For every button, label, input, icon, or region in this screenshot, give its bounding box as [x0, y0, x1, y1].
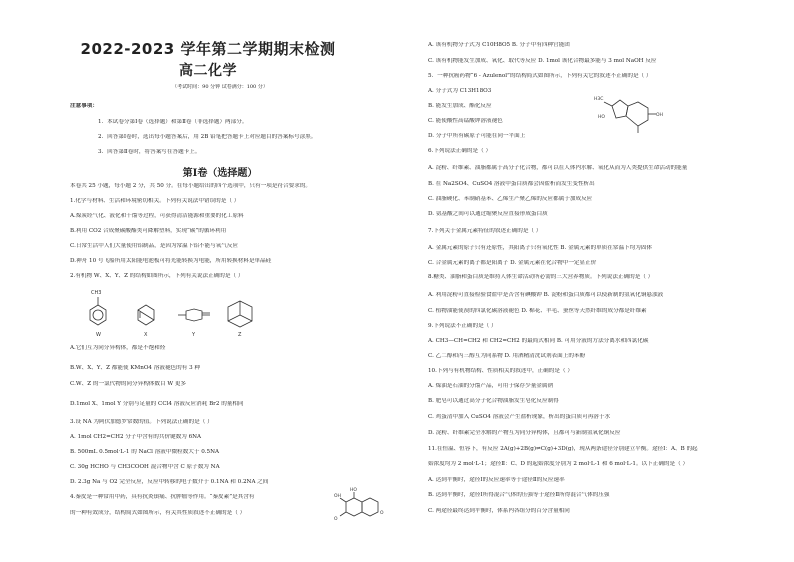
left-line: A.煤炭经气化、液化和干馏等过程，可获得清洁能源和重要的化工原料	[70, 213, 244, 219]
right-line: A. CH3—CH=CH2 和 CH2=CH2 的最简式相同 B. 可用分液的方法分离水和四氯化碳	[428, 338, 649, 344]
right-line: C. 植物油能使溴的四氯化碳溶液褪色 D. 棉花、羊毛、蚕丝等天然纤维的成分都是纤维素	[428, 308, 647, 314]
q5-structure-figure	[592, 88, 672, 138]
right-line: C. 鸡蛋清中加入 CuSO4 溶液会产生盐析现象，析出的蛋白质可再溶于水	[428, 414, 611, 420]
left-line: D.1mol X、1mol Y 分别与足量的 CCl4 溶液反应消耗 Br2 的量相同	[70, 401, 244, 407]
structure-z-label: Z	[238, 332, 242, 338]
structure-z	[228, 301, 252, 327]
right-line: C. 两途径最终达到平衡时，体系内各组分的百分含量相同	[428, 508, 570, 514]
q5-atom-ho: HO	[598, 115, 605, 120]
structure-y	[178, 309, 210, 321]
right-line: A. 金属元素的原子只有还原性，其阳离子只有氧化性 B. 金属元素的单质在常温下均为固体	[428, 245, 653, 251]
right-line: A. 利用淀粉可直接检验食盐中是否含有碘酸钾 B. 淀粉和蛋白质都可以使新制的氢氧化铜悬浊液	[428, 292, 664, 298]
notice-3: 3．回答第Ⅱ卷时，将答案写在答题卡上。	[98, 149, 201, 155]
right-line: C. 乙二醇和丙三醇互为同系物 D. 用酒精清洗试剂表面上的苯酚	[428, 353, 586, 359]
q5-atom-h3c: H3C	[594, 97, 604, 102]
right-line: C. 能使酸性高锰酸钾溶液褪色	[428, 118, 503, 124]
q4-atom-oh: OH	[334, 494, 341, 499]
left-line: B.利用 CO2 合成聚碳酸酯类可降解塑料，实现“碳”的循环利用	[70, 228, 227, 234]
right-line: A. 该有机物分子式为 C10H8O5 B. 分子中有四种官能团	[428, 42, 570, 48]
right-line: 11.在恒温、恒容下，有反应 2A(g)+2B(g)⇌C(g)+3D(g)，现从两条途径分别建立平衡。途径Ⅰ：A、B 的起	[428, 446, 698, 452]
right-line: 6.下列说法正确的是（ ）	[428, 148, 492, 154]
q2-structures-figure	[78, 283, 278, 339]
right-line: C. 该有机物能发生加成、氧化、取代等反应 D. 1mol 该化合物最多能与 3 mol NaOH 反应	[428, 58, 657, 64]
right-line: 10.下列与有机物结构、性质相关的叙述中，正确的是（ ）	[428, 368, 573, 374]
section-title: 第Ⅰ卷（选择题）	[182, 168, 258, 179]
right-line: A. 分子式为 C13H18O3	[428, 88, 492, 94]
left-line: B. 500mL 0.5mol·L-1 的 NaCl 溶液中微粒数大于 0.5NA	[70, 449, 220, 455]
right-line: C. 合金属元素的离子都是阳离子 D. 金属元素在化合物中一定显正价	[428, 260, 597, 266]
left-line: C. 30g HCHO 与 CH3COOH 混合物中含 C 原子数为 NA	[70, 464, 220, 470]
right-line: A. 煤油是石油的分馏产品，可用于保存少量金属钠	[428, 383, 554, 389]
exam-title: 2022-2023 学年第二学期期末检测	[80, 40, 336, 58]
right-line: 8.糖类、油脂和蛋白质是维持人体生命活动所必需的三大营养物质。下列说法正确的是（ ）	[428, 274, 654, 280]
right-line: D. 淀粉、纤维素完全水解的产物互为同分异构体，且都可与新制氢氧化铜反应	[428, 430, 621, 436]
left-line: 3.设 NA 为阿伏加德罗常数的值。下列说法正确的是（ ）	[70, 419, 213, 425]
structure-w-substituent: CH3	[91, 290, 102, 296]
left-line: 4.秦皮是一种常用中药，具有抗炎镇痛、抗肿瘤等作用。“秦皮素”是其含有	[70, 494, 255, 500]
exam-info: （考试时间：90 分钟 试卷满分：100 分）	[172, 84, 268, 90]
right-line: B. 能发生加成、酯化反应	[428, 103, 492, 109]
right-line: 5．一种抗癌药物“6 - Azulenol”的结构简式如图所示，下列有关它的叙述不正确的是（ ）	[428, 73, 652, 79]
right-line: C. 油脂硬化、苯制硝基苯、乙烯生产聚乙烯的反应都属于加成反应	[428, 196, 593, 202]
left-line: 1.化学与材料、生活和环境密切相关。下列有关说法中错误的是（ ）	[70, 198, 240, 204]
q5-atom-oh: OH	[656, 113, 663, 118]
section-intro: 本卷共 25 小题，每小题 2 分，共 50 分。在每小题给出的四个选项中，只有一项是符合要求的。	[70, 183, 312, 189]
right-line: B. 在 Na2SO4、CuSO4 溶液中蛋白质都会因盐析而发生变性析出	[428, 181, 595, 187]
notice-label: 注意事项：	[70, 103, 98, 109]
left-line: C.W、Z 的一氯代物的同分异构体数目 W 更多	[70, 381, 187, 387]
right-line: A. 淀粉、纤维素、油脂都属于高分子化合物，都可以在人体内水解、氧化从而为人类提供生命活动的能量	[428, 165, 688, 171]
q4-atom-o: O	[334, 517, 338, 522]
structure-y-label: Y	[192, 332, 196, 338]
right-line: 9.下列说法不正确的是（ ）	[428, 323, 497, 329]
left-line: D. 2.3g Na 与 O2 完全反应，反应中转移的电子数介于 0.1NA 和 0.2NA 之间	[70, 479, 269, 485]
right-line: 7.下列关于金属元素特征的叙述正确的是（ ）	[428, 228, 542, 234]
left-line: A. 1mol CH2=CH2 分子中含有的共价键数为 6NA	[70, 434, 202, 440]
notice-1: 1．本试卷分第Ⅰ卷（选择题）和第Ⅱ卷（非选择题）两部分。	[98, 119, 248, 125]
left-line: C.日常生活中人们大量使用铝制品，是因为常温下铝不能与氧气反应	[70, 243, 239, 249]
right-line: B. 肥皂可以通过高分子化合物油脂发生皂化反应制得	[428, 398, 559, 404]
right-line: D. 分子中所有碳原子可能在同一平面上	[428, 133, 526, 139]
structure-w-label: W	[96, 332, 101, 338]
exam-subject: 高二化学	[179, 63, 237, 79]
left-line: 2.有机物 W、X、Y、Z 的结构如图所示，下列有关说法正确的是（ ）	[70, 273, 244, 279]
left-line: B.W、X、Y、Z 都能使 KMnO4 溶液褪色的有 3 种	[70, 365, 201, 371]
structure-w	[90, 297, 106, 325]
structure-x-label: X	[144, 332, 148, 338]
left-line: A.它们互为同分异构体，都是不饱和烃	[70, 345, 166, 351]
right-line: B. 达到平衡时，途径Ⅰ所得混合气体的压强等于途径Ⅱ所得混合气体的压强	[428, 492, 610, 498]
q4-atom-ho: HO	[350, 488, 357, 493]
right-line: 始浓度均为 2 mol·L-1；途径Ⅱ：C、D 的起始浓度分别为 2 mol·L-1 和 6 mol·L-1。以下正确的是（ ）	[428, 461, 689, 467]
notice-2: 2．回答第Ⅰ卷时，选出每小题答案后，用 2B 铅笔把答题卡上对应题目的答案标号涂黑。	[98, 134, 317, 140]
right-line: A. 达到平衡时，途径Ⅰ的反应速率等于途径Ⅱ的反应速率	[428, 477, 565, 483]
left-line: D.神舟 10 号飞船所用太阳能电池板可将光能转换为电能，所用转换材料是单晶硅	[70, 258, 272, 264]
right-line: D. 氨基酸之间可以通过缩聚反应直接形成蛋白质	[428, 211, 548, 217]
q4-structure-figure	[334, 486, 404, 526]
q4-atom-o-carbonyl: O	[380, 511, 384, 516]
structure-x	[138, 305, 154, 325]
left-line: 的一种有效成分，结构简式如图所示，有关其性质叙述不正确的是（ ）	[70, 510, 246, 516]
